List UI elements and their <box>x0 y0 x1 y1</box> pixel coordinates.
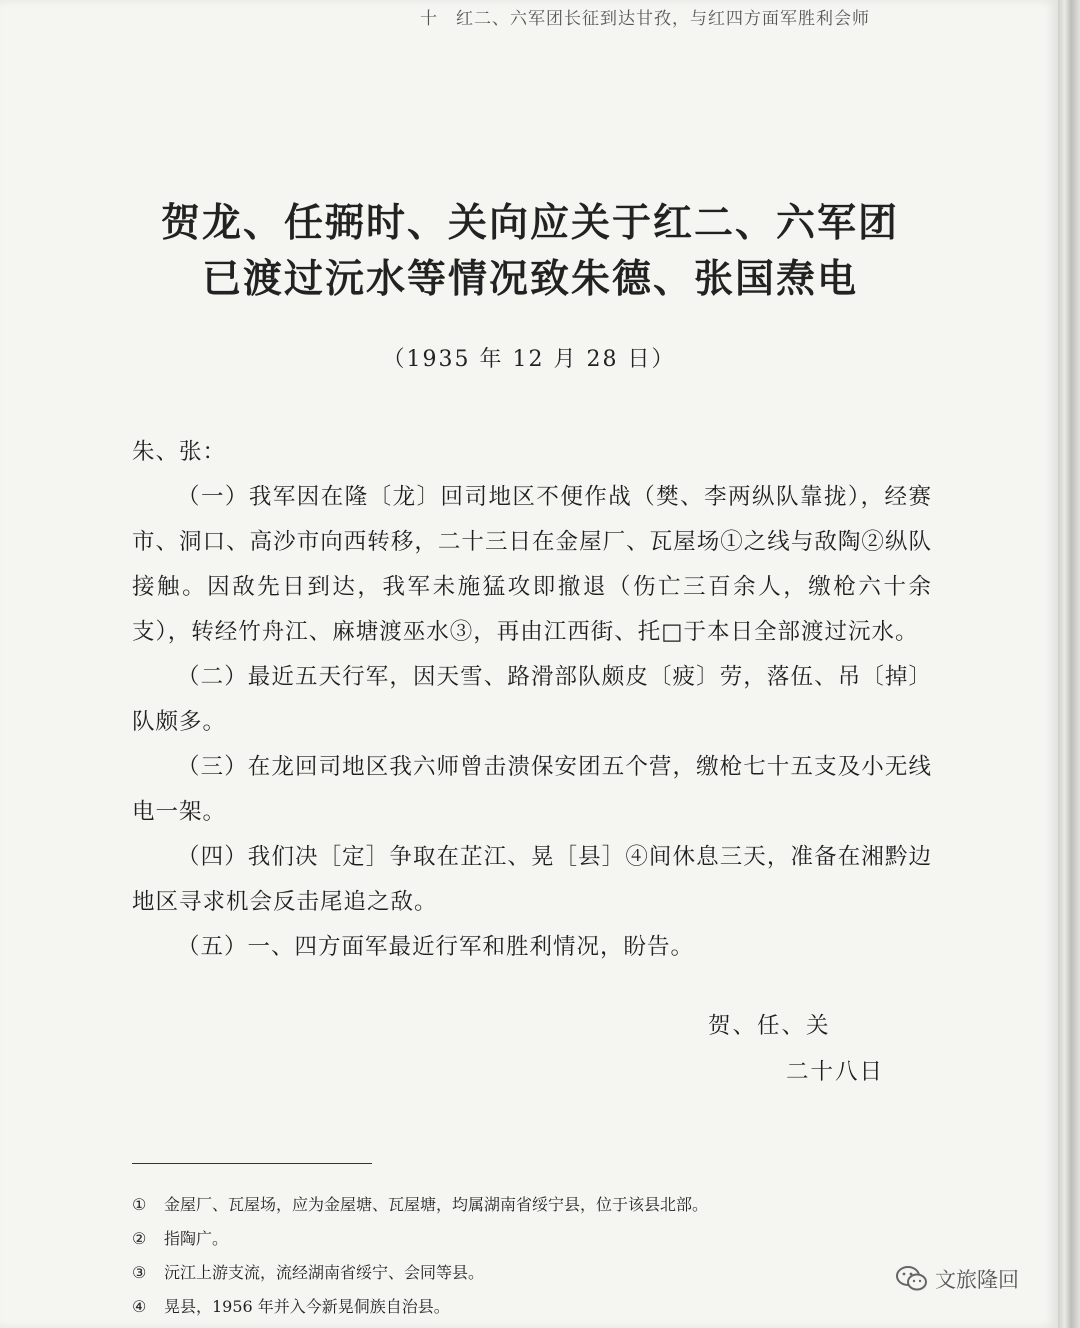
footnote-number: ④ <box>132 1297 147 1316</box>
title-line: 已渡过沅水等情况致朱德、张国焘电 <box>201 257 858 302</box>
paragraph: （五）一、四方面军最近行军和胜利情况，盼告。 <box>177 934 695 960</box>
footnote <box>132 1222 892 1256</box>
footnote <box>132 1188 892 1222</box>
watermark-text: 文旅隆回 <box>935 1268 1019 1292</box>
paragraph: （一）我军因在隆〔龙〕回司地区不便作战（樊、李两纵队靠拢），经赛市、洞口、高沙市向西转移，二十三日在金屋厂、瓦屋场①之线与敌陶②纵队接触。因敌先日到达，我军未施猛攻即撤退（伤亡三百余人，缴枪六十余支），转经竹舟江、麻塘渡巫水③，再由江西街、托□于本日全部渡过沅水。 <box>132 484 932 645</box>
paragraph: （四）我们决［定］争取在芷江、晃［县］④间休息三天，准备在湘黔边地区寻求机会反击尾追之敌。 <box>132 844 932 915</box>
document-date: （1935 年 12 月 28 日） <box>382 347 676 372</box>
paragraph: （三）在龙回司地区我六师曾击溃保安团五个营，缴枪七十五支及小无线电一架。 <box>132 754 932 825</box>
telegram-body <box>132 430 932 970</box>
footnote <box>132 1256 892 1290</box>
salutation: 朱、张： <box>132 439 227 465</box>
footnote-text: 晃县，1956 年并入今新晃侗族自治县。 <box>164 1297 450 1316</box>
book-page-edge <box>1058 0 1080 1328</box>
footnote-divider <box>132 1163 372 1164</box>
footnote-text: 指陶广。 <box>164 1229 229 1248</box>
signature-date: 二十八日 <box>786 1059 885 1085</box>
title-line: 贺龙、任弼时、关向应关于红二、六军团 <box>160 201 899 246</box>
footnotes <box>132 1188 892 1324</box>
footnote-text: 沅江上游支流，流经湖南省绥宁、会同等县。 <box>164 1263 485 1282</box>
running-head: 十 红二、六军团长征到达甘孜，与红四方面军胜利会师 <box>420 9 870 29</box>
paragraph: （二）最近五天行军，因天雪、路滑部队颇皮〔疲〕劳，落伍、吊〔掉〕队颇多。 <box>132 664 932 735</box>
footnote <box>132 1290 892 1324</box>
signature: 贺、任、关 <box>708 1013 831 1039</box>
document-title <box>70 196 990 308</box>
footnote-number: ① <box>132 1195 147 1214</box>
footnote-text: 金屋厂、瓦屋场，应为金屋塘、瓦屋塘，均属湖南省绥宁县，位于该县北部。 <box>164 1195 709 1214</box>
watermark <box>895 1264 1019 1294</box>
wechat-icon <box>895 1265 929 1293</box>
footnote-number: ③ <box>132 1263 147 1282</box>
footnote-number: ② <box>132 1229 147 1248</box>
